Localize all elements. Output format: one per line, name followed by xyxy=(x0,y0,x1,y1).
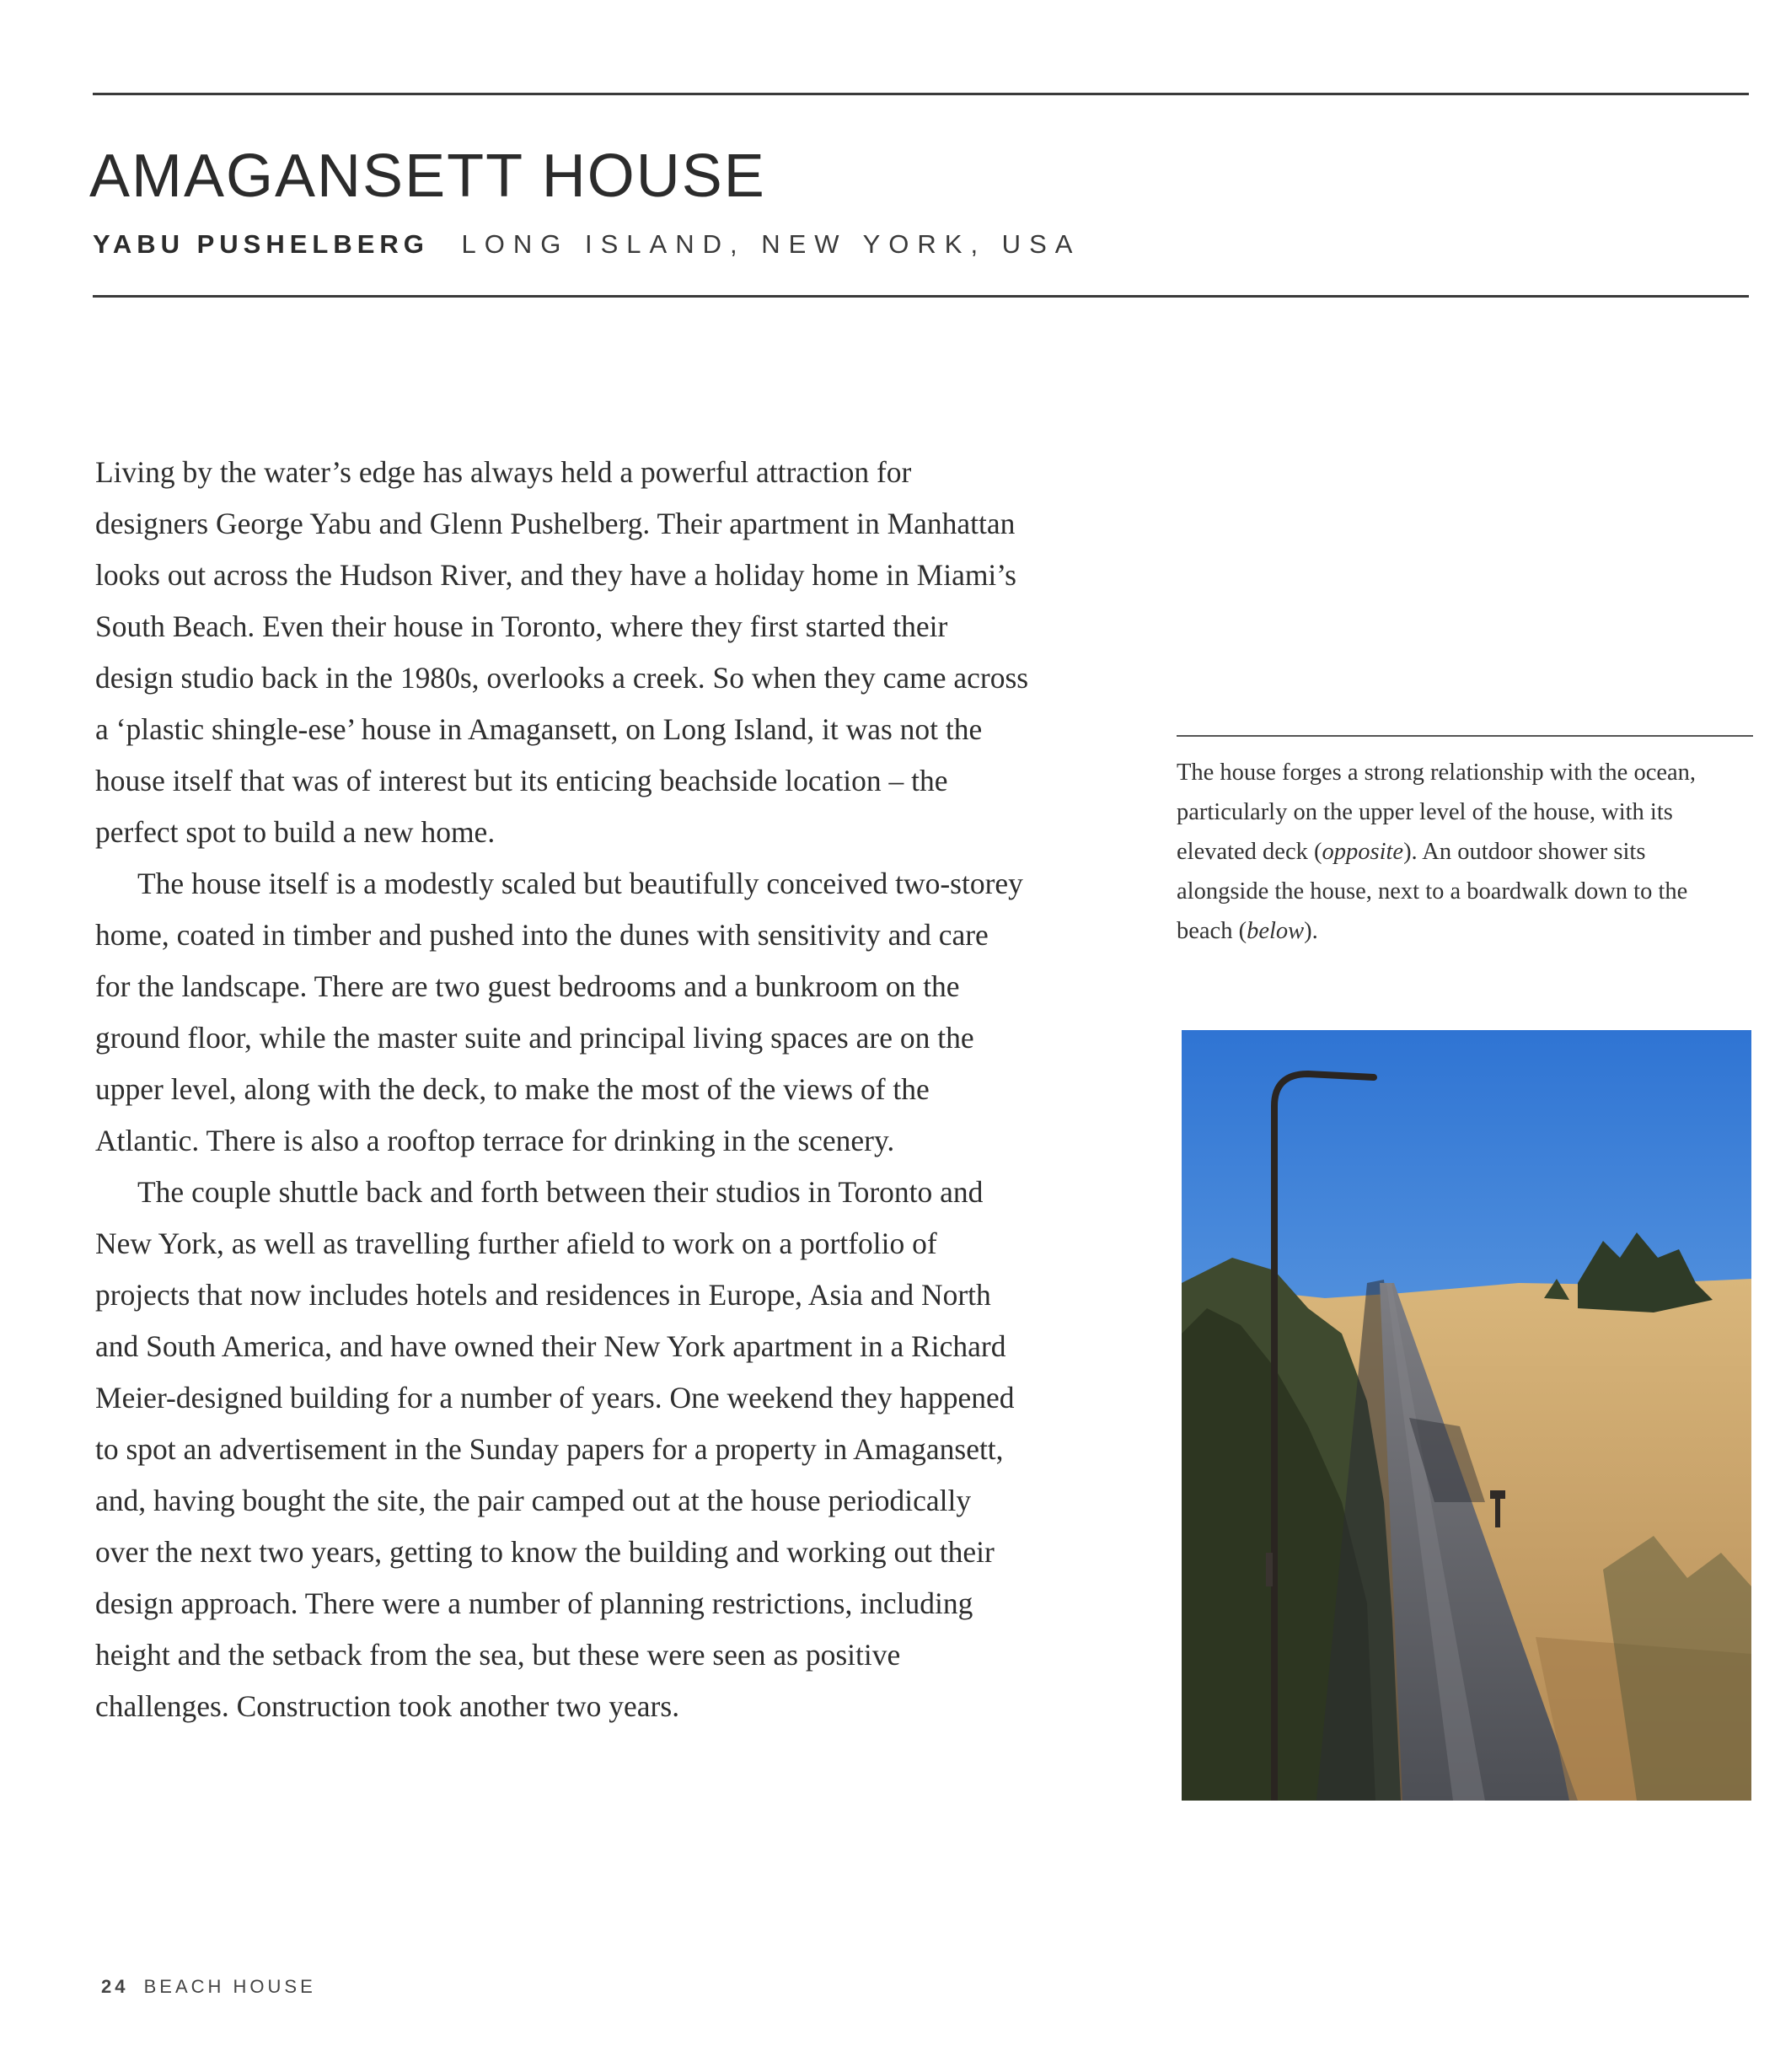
page-footer xyxy=(101,1976,316,1998)
subtitle xyxy=(93,229,1080,260)
article-body xyxy=(95,447,1031,1732)
designer-name: YABU PUSHELBERG xyxy=(93,229,429,259)
caption-text-2: ). An outdoor shower sits alongside the house, next to a boardwalk down to the beach ( xyxy=(1177,839,1688,944)
photo-caption xyxy=(1177,753,1741,951)
boardwalk-photo xyxy=(1182,1030,1751,1801)
page-number: 24 xyxy=(101,1976,129,1997)
caption-text-3: ). xyxy=(1304,918,1318,944)
book-title: BEACH HOUSE xyxy=(143,1976,316,1997)
location: LONG ISLAND, NEW YORK, USA xyxy=(461,229,1081,259)
header-bottom-rule xyxy=(93,295,1749,298)
paragraph-2: The house itself is a modestly scaled but beautifully conceived two-storey home, coated in timber and pushed into the dunes with sensitivity and care for the landscape. There are two guest bedrooms and a bunkroom on the ground floor, while the master suite and principal living spaces are on the upper level, along with the deck, to make the most of the views of the Atlantic. There is also a rooftop terrace for drinking in the scenery. xyxy=(95,867,1023,1157)
caption-ref-opposite: opposite xyxy=(1322,839,1404,865)
paragraph-3: The couple shuttle back and forth between their studios in Toronto and New York, as well as travelling further afield to work on a portfolio of projects that now includes hotels and residences in Europe, Asia and North and South America, and have owned their New York apartment in a Richard Meier-designed building for a number of years. One weekend they happened to spot an advertisement in the Sunday papers for a property in Amagansett, and, having bought the site, the pair camped out at the house periodically over the next two years, getting to know the building and working out their design approach. There were a number of planning restrictions, including height and the setback from the sea, but these were seen as positive challenges. Construction took another two years. xyxy=(95,1175,1015,1723)
caption-ref-below: below xyxy=(1247,918,1305,944)
page-title: AMAGANSETT HOUSE xyxy=(89,142,766,210)
header-top-rule xyxy=(93,93,1749,95)
caption-rule xyxy=(1177,735,1753,737)
boardwalk-photo-image xyxy=(1182,1030,1751,1801)
caption-text-1: The house forges a strong relationship with the ocean, particularly on the upper level of the house, with its elevated deck ( xyxy=(1177,760,1697,865)
paragraph-1: Living by the water’s edge has always held a powerful attraction for designers George Yabu and Glenn Pushelberg. Their apartment in Manhattan looks out across the Hudson River, and they have a holiday home in Miami’s South Beach. Even their house in Toronto, where they first started their design studio back in the 1980s, overlooks a creek. So when they came across a ‘plastic shingle-ese’ house in Amagansett, on Long Island, it was not the house itself that was of interest but its enticing beachside location – the perfect spot to build a new home. xyxy=(95,455,1029,849)
